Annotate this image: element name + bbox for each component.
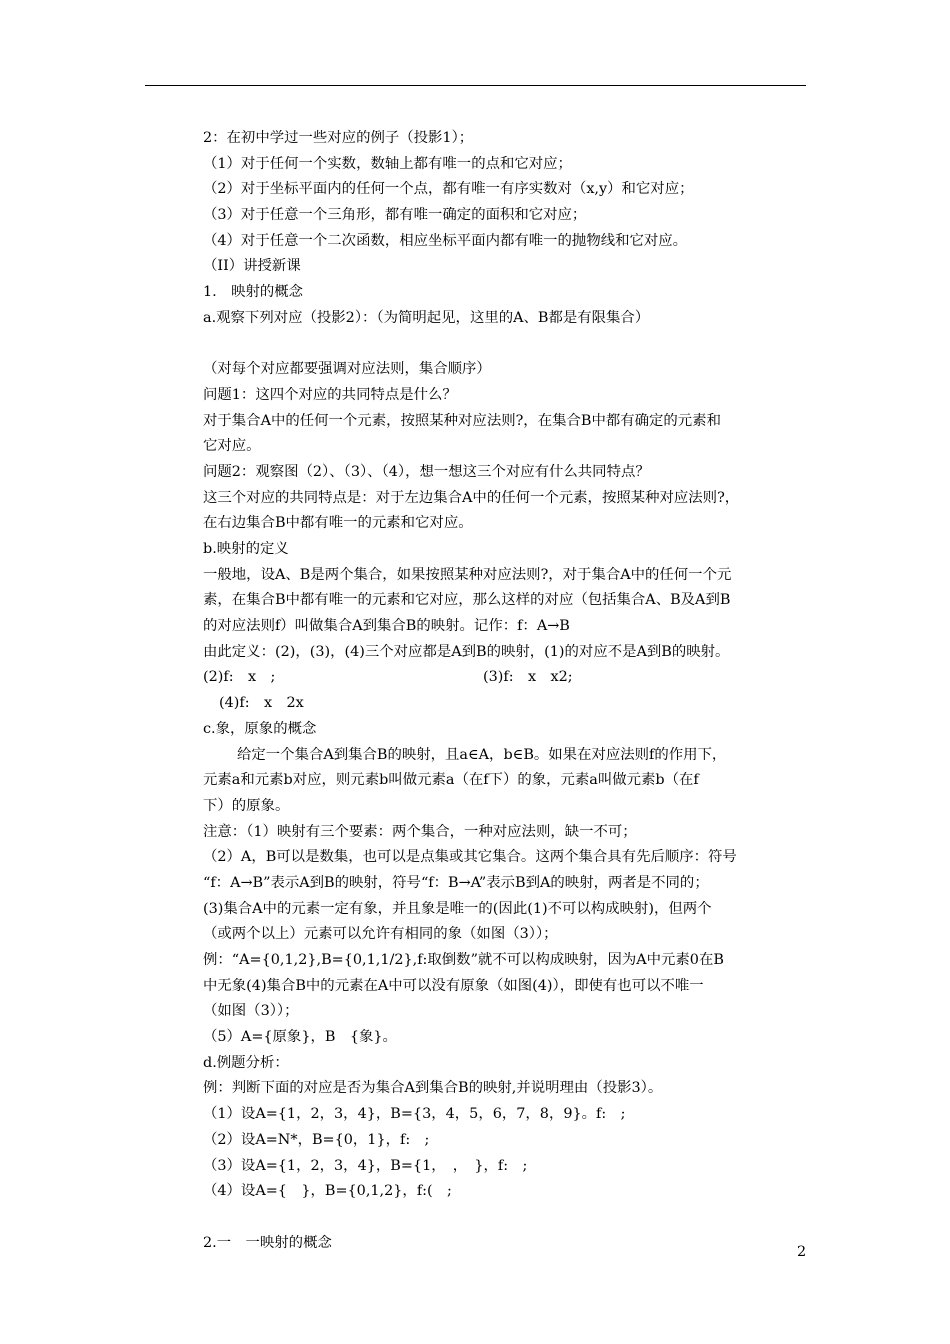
text-line: 中无象(4)集合B中的元素在A中可以没有原象（如图(4)），即使有也可以不唯一 [203, 977, 704, 994]
text-line: 的对应法则f）叫做集合A到集合B的映射。记作：f：A→B [203, 618, 570, 635]
text-line: （2）对于坐标平面内的任何一个点，都有唯一有序实数对（x,y）和它对应； [203, 181, 694, 198]
text-line: （4）对于任意一个二次函数，相应坐标平面内都有唯一的抛物线和它对应。 [203, 232, 688, 249]
text-line: （2）设A=N*，B={0，1}，f: ; [203, 1131, 430, 1148]
text-line: （1）设A={1，2，3，4}，B={3，4，5，6，7，8，9}。f: ; [203, 1106, 626, 1123]
text-line: 例：“A={0,1,2},B={0,1,1/2},f:取倒数”就不可以构成映射，因为A中元素0在B [203, 952, 724, 968]
mapping-examples-row [203, 665, 813, 691]
text-line: 这三个对应的共同特点是：对于左边集合A中的任何一个元素，按照某种对应法则?， [203, 489, 740, 506]
blank-line [203, 332, 813, 358]
text-line: （2）A，B可以是数集，也可以是点集或其它集合。这两个集合具有先后顺序：符号 [203, 849, 737, 866]
text-line: (3)集合A中的元素一定有象，并且象是唯一的(因此(1)不可以构成映射)，但两个 [203, 900, 712, 917]
text-line: 注意：（1）映射有三个要素：两个集合，一种对应法则，缺一不可； [203, 823, 637, 840]
text-line: 一般地，设A、B是两个集合，如果按照某种对应法则?，对于集合A中的任何一个元 [203, 566, 732, 583]
text-line: （5）A={原象}，B {象}。 [203, 1029, 397, 1046]
subsection-heading: b.映射的定义 [203, 541, 289, 557]
section-heading: （II）讲授新课 [203, 258, 301, 275]
text-line: a.观察下列对应（投影2）：（为简明起见，这里的A、B都是有限集合） [203, 309, 650, 326]
text-line: （对每个对应都要强调对应法则，集合顺序） [203, 361, 491, 378]
text-line: 下）的原象。 [203, 797, 290, 814]
text-line: 给定一个集合A到集合B的映射，且a∈A，b∈B。如果在对应法则f的作用下， [237, 746, 727, 763]
text-line: 例：判断下面的对应是否为集合A到集合B的映射,并说明理由（投影3）。 [203, 1080, 663, 1097]
text-line: 问题2：观察图（2）、（3）、（4），想一想这三个对应有什么共同特点？ [203, 463, 650, 480]
text-line: 由此定义：(2)，(3)，(4)三个对应都是A到B的映射，(1)的对应不是A到B的映射。 [203, 643, 730, 660]
subsection-heading: 1. 映射的概念 [203, 284, 304, 301]
text-line: 素，在集合B中都有唯一的元素和它对应，那么这样的对应（包括集合A、B及A到B [203, 592, 731, 609]
text-line: （4）设A={ }，B={0,1,2}，f:( ; [203, 1183, 452, 1200]
text-line: 在右边集合B中都有唯一的元素和它对应。 [203, 515, 473, 532]
text-line: （或两个以上）元素可以允许有相同的象（如图（3））； [203, 926, 558, 943]
blank-line [203, 1205, 813, 1231]
header-rule [145, 85, 806, 86]
subsection-heading: d.例题分析： [203, 1054, 289, 1071]
text-line: 问题1：这四个对应的共同特点是什么？ [203, 386, 457, 403]
page-number: 2 [797, 1244, 807, 1260]
text-line: （3）对于任意一个三角形，都有唯一确定的面积和它对应； [203, 207, 587, 224]
text-line: （3）设A={1，2，3，4}，B={1， ， }，f: ; [203, 1157, 528, 1174]
mapping-example-2: (2)f: x ; [203, 669, 276, 686]
text-line: 2：在初中学过一些对应的例子（投影1）； [203, 130, 474, 146]
text-line: 元素a和元素b对应，则元素b叫做元素a（在f下）的象，元素a叫做元素b（在f [203, 772, 699, 789]
text-line: （如图（3））； [203, 1003, 299, 1020]
subsection-heading: 2.一 一映射的概念 [203, 1234, 332, 1251]
subsection-heading: c.象，原象的概念 [203, 720, 317, 737]
mapping-example-3: (3)f: x x2; [483, 669, 573, 686]
mapping-example-4: (4)f: x 2x [219, 695, 304, 712]
text-line: 它对应。 [203, 438, 261, 455]
text-line: 对于集合A中的任何一个元素，按照某种对应法则?，在集合B中都有确定的元素和 [203, 412, 721, 429]
text-line: （1）对于任何一个实数，数轴上都有唯一的点和它对应； [203, 155, 572, 172]
document-body [203, 126, 813, 1256]
text-line: “f：A→B”表示A到B的映射，符号“f：B→A”表示B到A的映射，两者是不同的； [203, 874, 709, 891]
